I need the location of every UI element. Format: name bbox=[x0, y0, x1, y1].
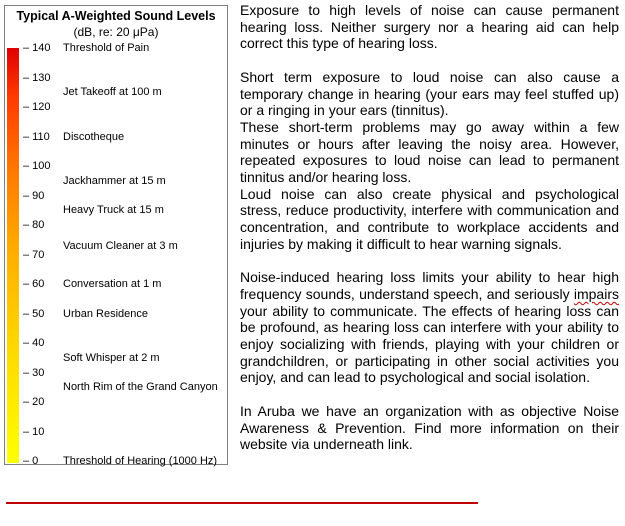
scale-tick: – 80 bbox=[23, 219, 45, 231]
scale-source-label: Threshold of Pain bbox=[63, 42, 150, 54]
scale-source-label: Jackhammer at 15 m bbox=[63, 174, 166, 187]
scale-source-label: Vacuum Cleaner at 3 m bbox=[63, 239, 178, 252]
paragraph-2: Short term exposure to loud noise can also cause a temporary change in hearing (your ears may feel stuffed up) or a ringing in your ears (tinnitus). bbox=[240, 68, 619, 119]
paragraph-5-part-a: Noise-induced hearing loss limits your ability to hear high frequency sounds, understand speech, and seriously bbox=[240, 269, 619, 302]
figure-subtitle: (dB, re: 20 μPa) bbox=[73, 25, 159, 39]
bottom-rule bbox=[6, 502, 478, 504]
sound-levels-figure bbox=[4, 5, 228, 465]
scale-source-label: Conversation at 1 m bbox=[63, 278, 162, 290]
scale-source-label: Urban Residence bbox=[63, 307, 148, 320]
article-text bbox=[240, 2, 619, 453]
paragraph-3: These short-term problems may go away within a few minutes or hours after leaving the noisy area. However, repeated exposures to loud noise can lead to permanent tinnitus and/or hearing loss. bbox=[240, 118, 619, 186]
scale-tick: – 30 bbox=[23, 366, 45, 379]
spellcheck-word: impairs bbox=[573, 285, 619, 302]
scale-tick: – 60 bbox=[23, 278, 45, 290]
paragraph-4: Loud noise can also create physical and psychological stress, reduce productivity, interfere with communication and concentration, and contribute to workplace accidents and injuries by making it difficult to hear warning signals. bbox=[240, 185, 619, 252]
scale-source-label: Heavy Truck at 15 m bbox=[63, 204, 164, 217]
scale-source-label: Jet Takeoff at 100 m bbox=[63, 86, 162, 99]
scale-tick: – 10 bbox=[23, 425, 45, 438]
paragraph-5 bbox=[240, 269, 619, 386]
scale-tick: – 40 bbox=[23, 337, 45, 349]
figure-title: Typical A-Weighted Sound Levels bbox=[16, 9, 216, 23]
decibel-scale-bar bbox=[7, 48, 19, 463]
paragraph-6: In Aruba we have an organization with as objective Noise Awareness & Prevention. Find more information on their website via underneath link. bbox=[240, 402, 619, 453]
scale-source-label: Soft Whisper at 2 m bbox=[63, 351, 160, 364]
scale-tick: – 130 bbox=[23, 71, 51, 84]
scale-tick: – 100 bbox=[23, 160, 51, 172]
scale-tick: – 70 bbox=[23, 248, 45, 261]
paragraph-1: Exposure to high levels of noise can cause permanent hearing loss. Neither surgery nor a hearing aid can help correct this type of hearing loss. bbox=[240, 2, 619, 52]
scale-tick: – 140 bbox=[23, 42, 51, 54]
scale-tick: – 20 bbox=[23, 396, 45, 408]
scale-tick: – 120 bbox=[23, 101, 51, 113]
scale-source-label: Discotheque bbox=[63, 130, 125, 143]
paragraph-5-part-c: your ability to communicate. The effects of hearing loss can be profound, as hearing loss can interfere with your ability to enjoy socializing with friends, playing with your children or grandchildren, or participating in other social activities you enjoy, and can lead to psychological and social isolation. bbox=[240, 302, 619, 386]
scale-source-label: North Rim of the Grand Canyon bbox=[63, 381, 218, 394]
scale-source-label: Threshold of Hearing (1000 Hz) bbox=[63, 455, 218, 467]
scale-tick: – 110 bbox=[23, 130, 50, 143]
scale-tick: – 90 bbox=[23, 189, 45, 202]
scale-tick: – 50 bbox=[23, 307, 45, 320]
scale-tick: – 0 bbox=[23, 455, 39, 467]
